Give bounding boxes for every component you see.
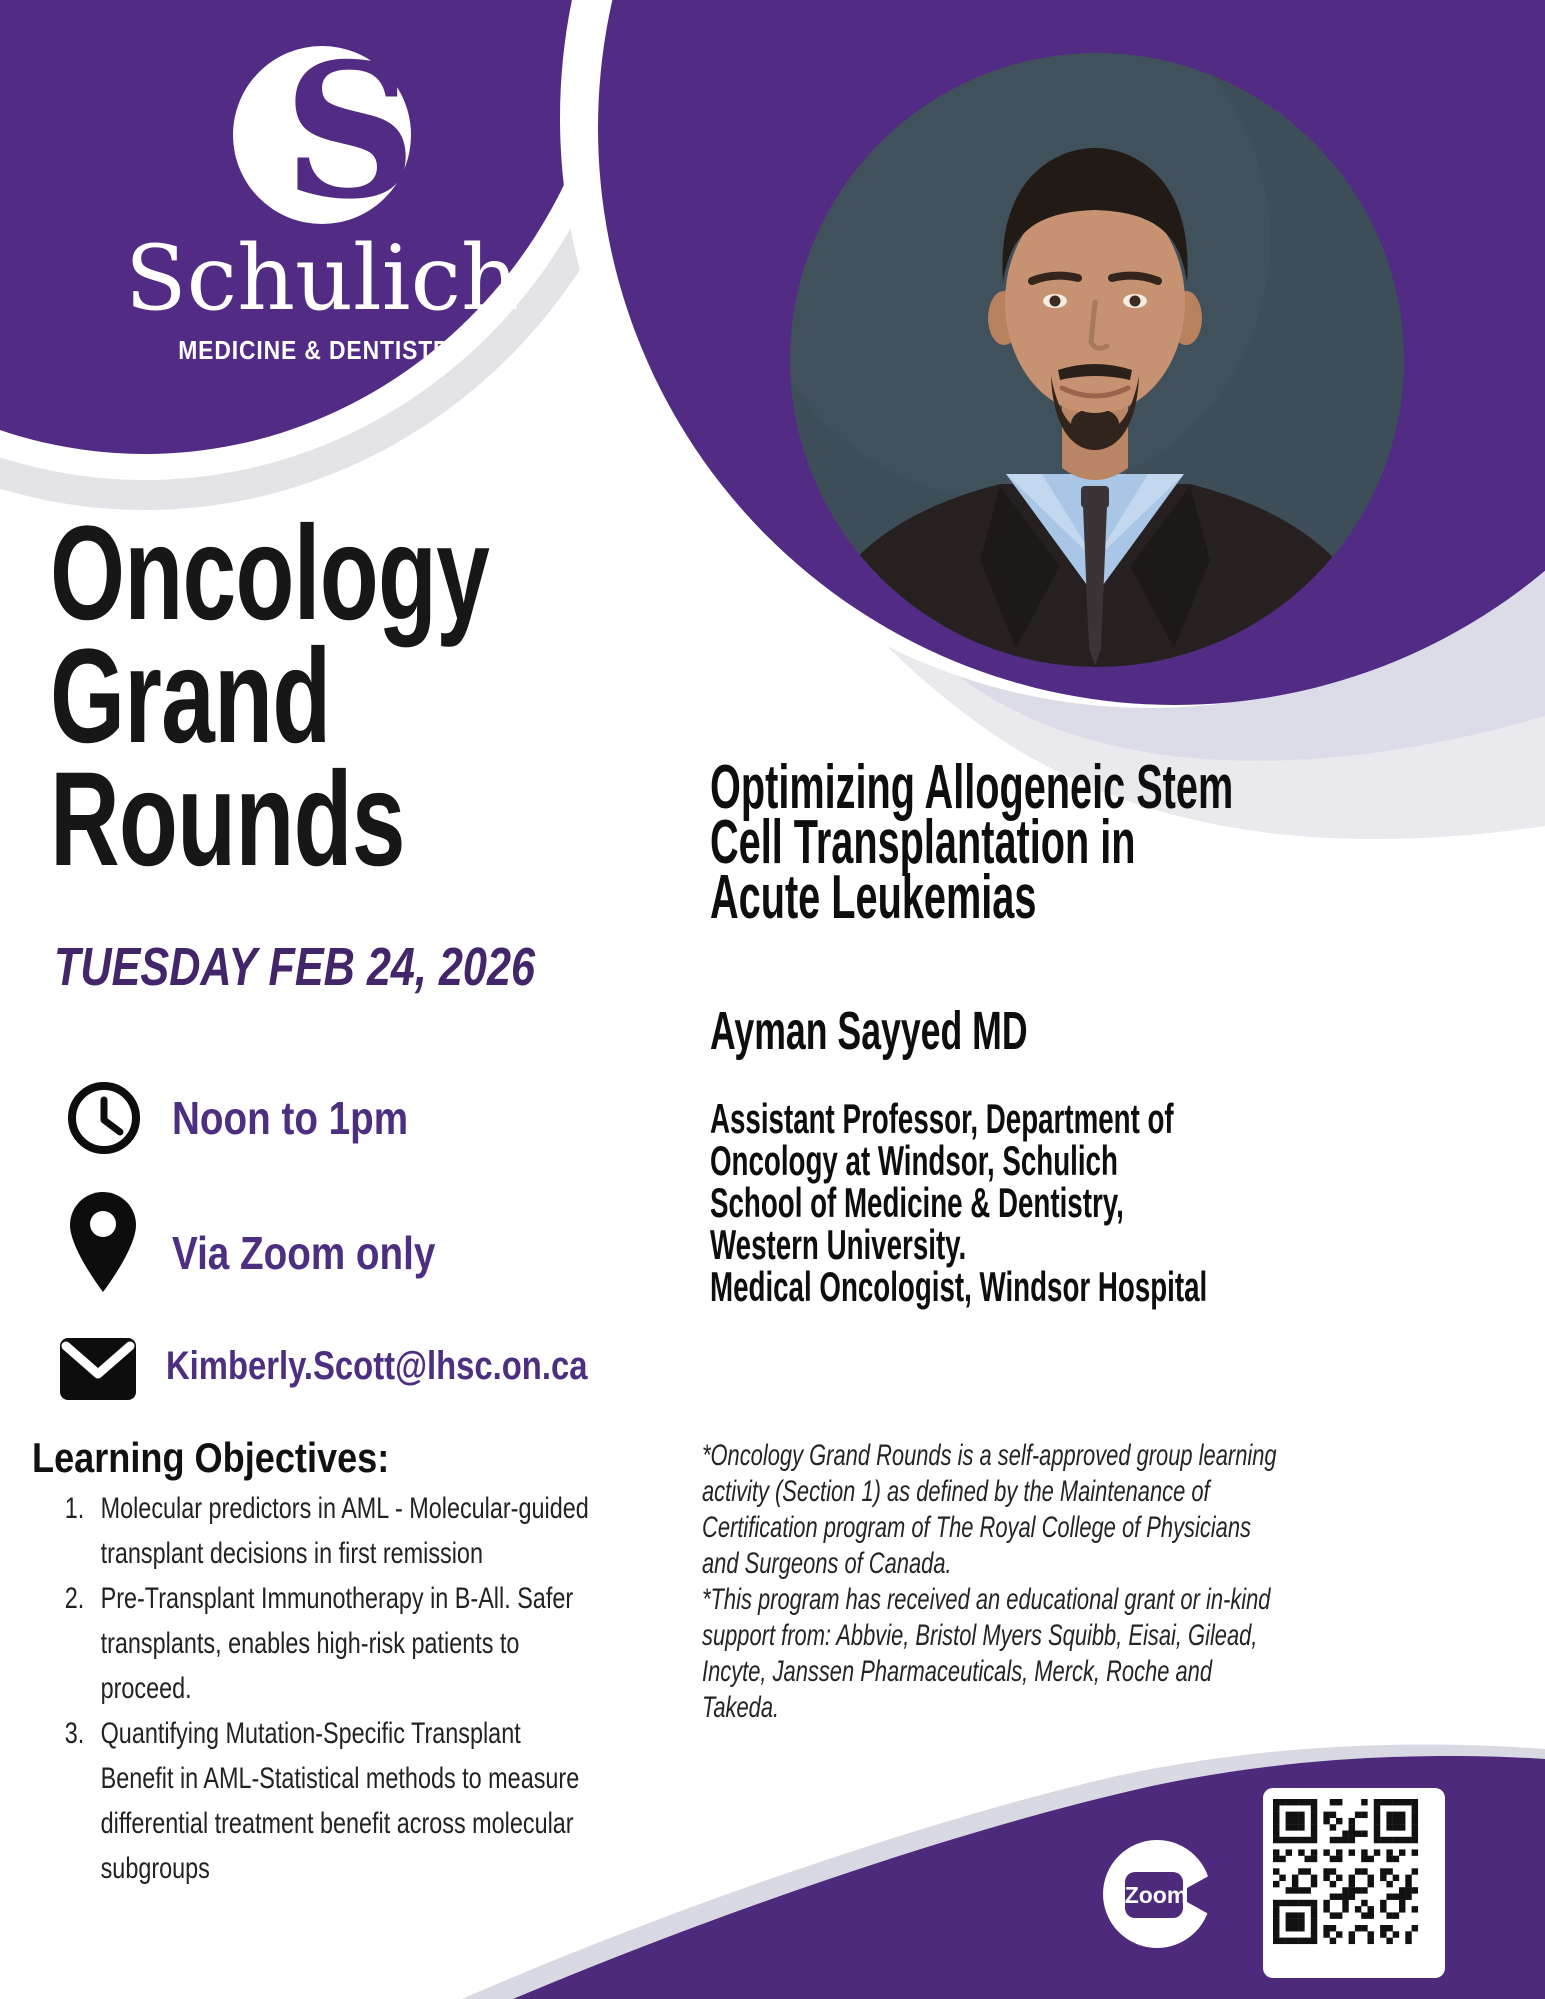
zoom-logo-label: Zoom: [1124, 1882, 1188, 1908]
logo-s-glyph: S: [283, 22, 417, 240]
talk-title-line: Optimizing Allogeneic Stem: [710, 753, 1234, 822]
talk-title-line: Acute Leukemias: [710, 863, 1037, 932]
qr-code: [1263, 1788, 1445, 1978]
list-item-number: 2.: [64, 1582, 85, 1615]
disclaimer-paragraph: *This program has received an educational grant or in-kind support from: Abbvie, Bristol Myers Squibb, Eisai, Gilead, Incyte, Janssen Pharmaceuticals, Merck, Roche and Takeda.: [702, 1583, 1271, 1724]
talk-title: [710, 753, 1234, 932]
list-item: [46, 1576, 592, 1711]
accreditation-disclaimer: [702, 1438, 1293, 1726]
page-title-line: Grand: [50, 622, 331, 771]
list-item-text: Pre-Transplant Immunotherapy in B-All. Safer transplants, enables high-risk patients to proceed.: [100, 1582, 574, 1705]
affiliation-line: Assistant Professor, Department of: [710, 1095, 1174, 1142]
email-icon: [60, 1338, 136, 1400]
list-item-text: Molecular predictors in AML - Molecular-guided transplant decisions in first remission: [100, 1492, 589, 1570]
list-item-number: 1.: [64, 1492, 85, 1525]
list-item-text: Quantifying Mutation-Specific Transplant Benefit in AML-Statistical methods to measure differential treatment benefit across molecular subgroups: [100, 1717, 580, 1885]
disclaimer-paragraph: *Oncology Grand Rounds is a self-approved group learning activity (Section 1) as defined by the Maintenance of Certification program of The Royal College of Physicians and Surgeons of Canada.: [702, 1439, 1277, 1580]
clock-icon: [66, 1080, 142, 1156]
event-time: Noon to 1pm: [172, 1092, 409, 1144]
affiliation-line: Medical Oncologist, Windsor Hospital: [710, 1263, 1208, 1310]
page-title: [50, 499, 490, 894]
page-title-line: Rounds: [50, 745, 405, 894]
list-item: [46, 1486, 592, 1576]
speaker-affiliation: [710, 1095, 1208, 1310]
contact-email-link[interactable]: Kimberly.Scott@lhsc.on.ca: [166, 1344, 588, 1388]
page-title-line: Oncology: [50, 499, 490, 648]
speaker-name: Ayman Sayyed MD: [710, 1001, 1028, 1061]
affiliation-line: Oncology at Windsor, Schulich: [710, 1137, 1118, 1184]
affiliation-line: Western University.: [710, 1221, 967, 1268]
logo-wordmark: Schulich: [125, 226, 519, 331]
location-pin-icon: [70, 1192, 136, 1294]
event-location: Via Zoom only: [172, 1227, 436, 1279]
event-date: TUESDAY FEB 24, 2026: [54, 937, 536, 997]
learning-objectives-heading: Learning Objectives:: [32, 1434, 390, 1481]
talk-title-line: Cell Transplantation in: [710, 808, 1136, 877]
affiliation-line: School of Medicine & Dentistry,: [710, 1179, 1124, 1226]
list-item-number: 3.: [64, 1717, 85, 1750]
logo-subtitle: MEDICINE & DENTISTRY: [178, 335, 466, 365]
footer-artwork: [0, 1739, 1545, 1999]
